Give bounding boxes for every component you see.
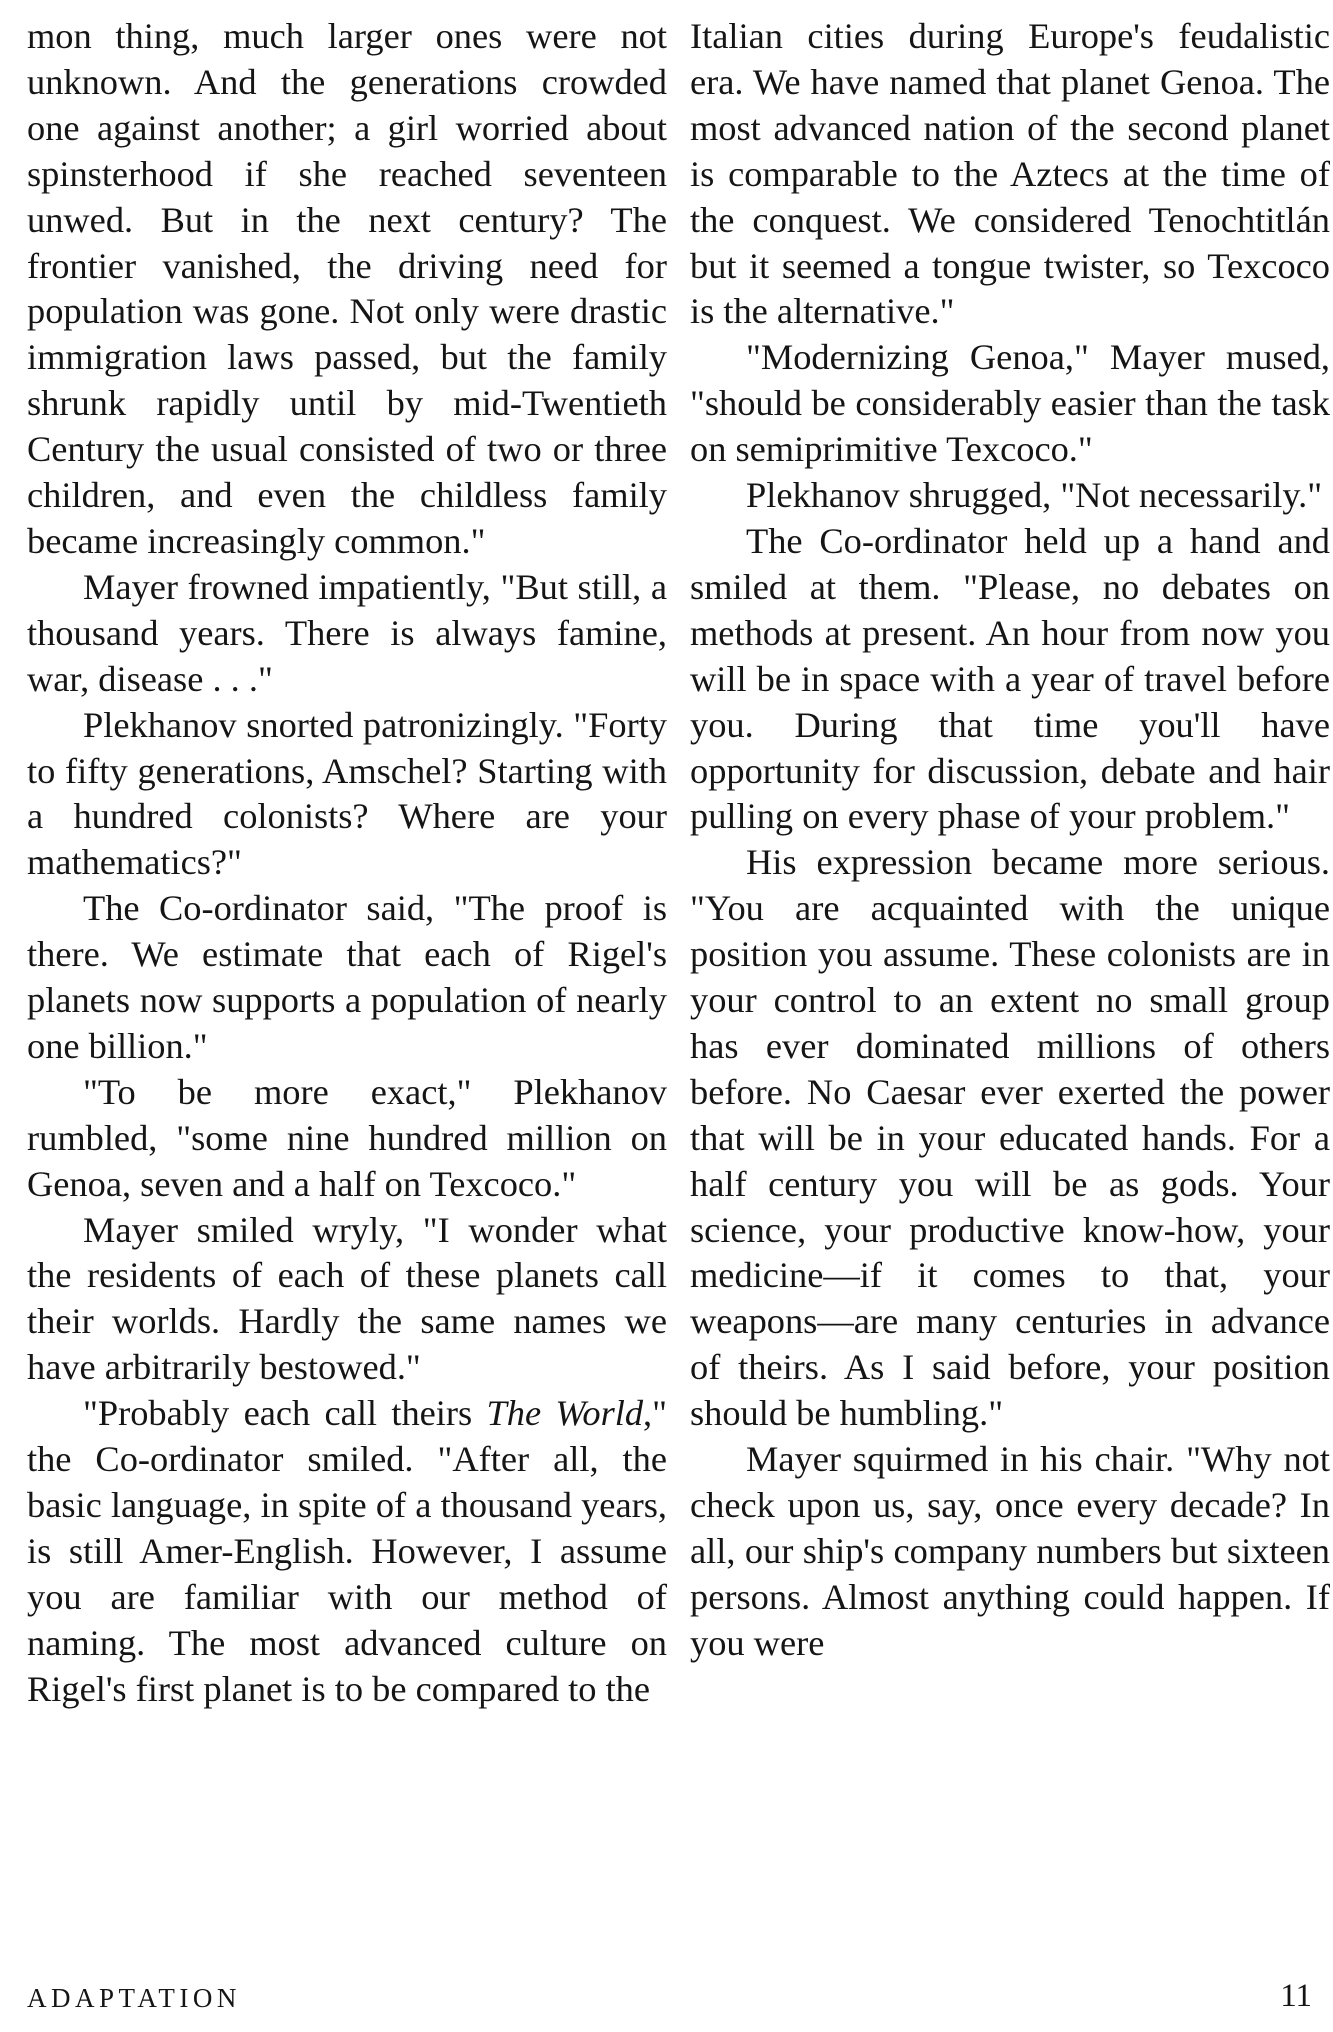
running-footer-title: ADAPTATION — [27, 1983, 241, 2013]
paragraph: Mayer squirmed in his chair. "Why not check upon us, say, once every decade? In all, our ship's company numbers but sixteen persons. Almost anything could happen. If you were — [690, 1439, 1330, 1663]
paragraph: The Co-ordinator said, "The proof is there. We estimate that each of Rigel's planets now supports a population of nearly one billion." — [27, 888, 667, 1066]
paragraph: Italian cities during Europe's feudalistic era. We have named that planet Genoa. The most advanced nation of the second planet is comparable to the Aztecs at the time of the conquest. We considered Tenochtitlán but it seemed a tongue twister, so Texcoco is the alternative." — [690, 16, 1330, 332]
paragraph: Mayer frowned impatiently, "But still, a thousand years. There is always famine, war, disease . . ." — [27, 566, 667, 699]
right-column — [690, 14, 1330, 1667]
paragraph: The Co-ordinator held up a hand and smiled at them. "Please, no debates on methods at present. An hour from now you will be in space with a year of travel before you. During that time you'll have opportunity for discussion, debate and hair pulling on every phase of your problem." — [690, 520, 1330, 837]
paragraph: His expression became more serious. "You are acquainted with the unique position you assume. These colonists are in your control to an extent no small group has ever dominated millions of others before. No Caesar ever exerted the power that will be in your educated hands. For a half century you will be as gods. Your science, your productive know-how, your medicine—if it comes to that, your weapons—are many centuries in advance of theirs. As I said before, your position should be humbling." — [690, 842, 1330, 1434]
paragraph: Plekhanov snorted patronizingly. "Forty to fifty generations, Amschel? Starting with a hundred colonists? Where are your mathematics?" — [27, 704, 667, 883]
paragraph: "Modernizing Genoa," Mayer mused, "should be considerably easier than the task on semiprimitive Texcoco." — [690, 337, 1330, 470]
paragraph: "To be more exact," Plekhanov rumbled, "some nine hundred million on Genoa, seven and a half on Texcoco." — [27, 1071, 667, 1204]
paragraph: "Probably each call theirs The World," the Co-ordinator smiled. "After all, the basic language, in spite of a thousand years, is still Amer-English. However, I assume you are familiar with our method of naming. The most advanced culture on Rigel's first planet is to be compared to the — [27, 1393, 667, 1709]
paragraph: mon thing, much larger ones were not unknown. And the generations crowded one against another; a girl worried about spinsterhood if she reached seventeen unwed. But in the next century? The frontier vanished, the driving need for population was gone. Not only were drastic immigration laws passed, but the family shrunk rapidly until by mid-Twentieth Century the usual consisted of two or three children, and even the childless family became increasingly common." — [27, 16, 667, 561]
paragraph: Mayer smiled wryly, "I wonder what the residents of each of these planets call their worlds. Hardly the same names we have arbitrarily bestowed." — [27, 1209, 667, 1388]
page-number: 11 — [1280, 1978, 1312, 2014]
paragraph: Plekhanov shrugged, "Not necessarily." — [746, 475, 1323, 516]
italic-title: The World — [486, 1393, 644, 1434]
left-column — [27, 14, 667, 1713]
